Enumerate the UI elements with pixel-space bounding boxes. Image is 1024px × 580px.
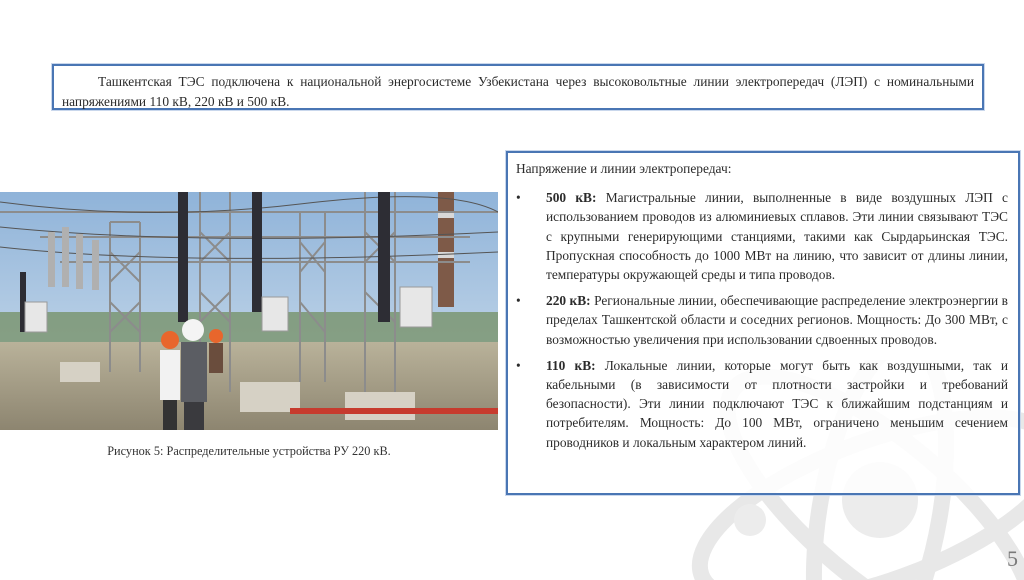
item-text: Региональные линии, обеспечивающие распределение электроэнергии в пределах Ташкентской области и соседних регионов. Мощность: До 300 МВт, с возможностью увеличения при использовании сдвоенных проводов. — [546, 293, 1008, 347]
bullet-dot: • — [516, 190, 521, 206]
voltage-lines-box — [506, 151, 1020, 495]
list-item-110kv — [516, 356, 1008, 452]
page-number: 5 — [1007, 546, 1018, 571]
bullet-dot: • — [516, 357, 521, 373]
bullet-dot: • — [516, 293, 521, 309]
figure-caption: Рисунок 5: Распределительные устройства РУ 220 кВ. — [107, 444, 391, 458]
list-item-220kv — [516, 291, 1008, 349]
voltage-list — [516, 188, 1008, 452]
voltage-label: 220 кВ: — [546, 293, 591, 309]
substation-photo — [0, 192, 498, 430]
lines-title: Напряжение и линии электропередач: — [516, 161, 732, 176]
item-text: Магистральные линии, выполненные в виде воздушных ЛЭП с использованием проводов из алюминиевых сплавов. Эти линии связывают ТЭС с крупными генерирующими станциями, такими как Сырдарьинская ТЭС. Пропускная способность до 1000 МВт на линию, что зависит от длины линии, температуры окружающей среды и типа проводов. — [546, 190, 1008, 283]
intro-text: Ташкентская ТЭС подключена к национальной энергосистеме Узбекистана через высоковольтные линии электропередач (ЛЭП) с номинальными напряжениями 110 кВ, 220 кВ и 500 кВ. — [62, 74, 974, 109]
voltage-label: 500 кВ: — [546, 190, 597, 206]
voltage-label: 110 кВ: — [546, 357, 596, 373]
item-text: Локальные линии, которые могут быть как воздушными, так и кабельными (в зависимости от плотности застройки и требований безопасности). Эти линии подключают ТЭС к ближайшим подстанциям и потребителям. Мощность: До 100 МВт, ограничено меньшим сечением проводников и локальным характером линий. — [546, 357, 1008, 450]
list-item-500kv — [516, 188, 1008, 284]
intro-box — [52, 64, 984, 110]
